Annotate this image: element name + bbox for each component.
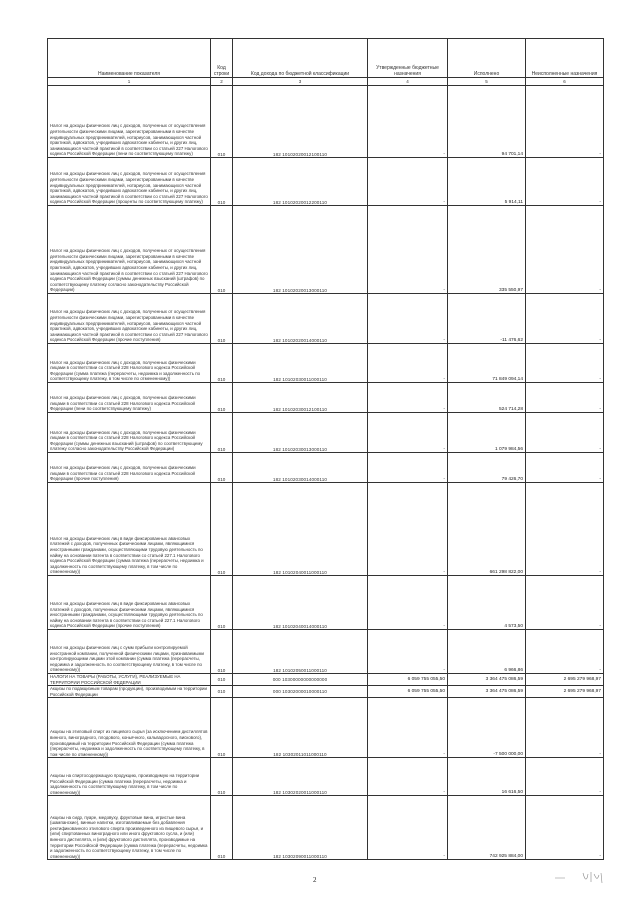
row-executed: -11 476,62 — [448, 294, 526, 344]
row-name: Налог на доходы физических лиц с сумм прибыли контролируемой иностранной компании, полученной физическими лицами, признаваемыми контролирующими лицами этой компании (сумма платежа (перерасчеты, недоимка и задолженность по соответствующему платежу, в том числе по отмененному)) — [48, 630, 211, 674]
row-name: Акцизы по подакцизным товарам (продукции), производимым на территории Российской Федерации — [48, 686, 211, 698]
row-line-code: 010 — [211, 86, 233, 158]
row-name: Налог на доходы физических лиц с доходов, полученных физическими лицами в соответствии со статьей 228 Налогового кодекса Российской Федерации (прочие поступления) — [48, 453, 211, 483]
row-approved: - — [368, 630, 448, 674]
column-number: 3 — [233, 78, 368, 86]
row-unexecuted: - — [526, 453, 604, 483]
header-executed: Исполнено — [448, 39, 526, 78]
row-name: Акцизы на сидр, пуаре, медовуху, фруктовые вина, игристые вина (шампанские), винные напитки, изготавливаемые без добавления ректификованного этилового спирта произведенного из пищевого сырья, и (или) спиртованных виноградного или иного фруктового сусла, и (или) винного дистиллята, и (или) фруктового дистиллята, производимые на территории Российской Федерации (сумма платежа (перерасчеты, недоимка и задолженность по соответствующему платежу, в том числе по отмененному)) — [48, 796, 211, 860]
table-row — [48, 758, 604, 796]
row-unexecuted: - — [526, 383, 604, 413]
row-executed: 1 079 984,56 — [448, 413, 526, 453]
row-unexecuted: - — [526, 576, 604, 630]
row-unexecuted: 2 695 279 968,97 — [526, 686, 604, 698]
row-line-code: 010 — [211, 483, 233, 576]
row-unexecuted: - — [526, 796, 604, 860]
row-unexecuted: - — [526, 86, 604, 158]
column-number: 4 — [368, 78, 448, 86]
table-row — [48, 483, 604, 576]
row-executed: 335 550,97 — [448, 206, 526, 294]
revenue-table — [47, 38, 604, 860]
row-executed: 79 426,70 — [448, 453, 526, 483]
row-revenue-code: 182 10102040014000110 — [233, 576, 368, 630]
column-number: 5 — [448, 78, 526, 86]
row-approved: - — [368, 206, 448, 294]
row-executed: 742 925 884,00 — [448, 796, 526, 860]
table-row — [48, 686, 604, 698]
row-executed: 5 914,11 — [448, 158, 526, 206]
row-approved: - — [368, 758, 448, 796]
table-row — [48, 383, 604, 413]
row-unexecuted: - — [526, 158, 604, 206]
row-unexecuted: - — [526, 344, 604, 383]
row-line-code: 010 — [211, 758, 233, 796]
row-name: Акцизы на этиловый спирт из пищевого сырья (за исключением дистиллятов винного, виноградного, плодового, коньячного, кальвадосного, вискового), производимый на территории Российской Федерации (сумма платежа (перерасчеты, недоимка и задолженность по соответствующему платежу, в том числе по отмененному)) — [48, 698, 211, 758]
row-unexecuted: - — [526, 630, 604, 674]
column-number-row — [48, 78, 604, 86]
row-approved: - — [368, 483, 448, 576]
header-row — [48, 39, 604, 78]
row-line-code: 010 — [211, 294, 233, 344]
row-line-code: 010 — [211, 453, 233, 483]
table-row — [48, 294, 604, 344]
column-number: 1 — [48, 78, 211, 86]
row-line-code: 010 — [211, 413, 233, 453]
table-row — [48, 413, 604, 453]
row-line-code: 010 — [211, 796, 233, 860]
row-revenue-code: 182 10302020011000110 — [233, 758, 368, 796]
row-executed: 6 966,86 — [448, 630, 526, 674]
row-line-code: 010 — [211, 630, 233, 674]
row-executed: 524 714,28 — [448, 383, 526, 413]
row-executed: 661 298 822,00 — [448, 483, 526, 576]
table-row — [48, 576, 604, 630]
row-name: Налог на доходы физических лиц с доходов, полученных от осуществления деятельности физическими лицами, зарегистрированными в качестве индивидуальных предпринимателей, нотариусов, занимающихся частной практикой, адвокатов, учредивших адвокатские кабинеты, и других лиц, занимающихся частной практикой в соответствии со статьей 227 Налогового кодекса Российской Федерации (прочие поступления) — [48, 294, 211, 344]
row-approved: - — [368, 576, 448, 630]
header-unexecuted: Неисполненные назначения — [526, 39, 604, 78]
row-executed: 3 364 475 086,59 — [448, 674, 526, 686]
row-approved: - — [368, 796, 448, 860]
table-row — [48, 796, 604, 860]
header-name: Наименование показателя — [48, 39, 211, 78]
row-name: Налог на доходы физических лиц с доходов, полученных от осуществления деятельности физическими лицами, зарегистрированными в качестве индивидуальных предпринимателей, нотариусов, занимающихся частной практикой, адвокатов, учредивших адвокатские кабинеты, и других лиц, занимающихся частной практикой в соответствии со статьей 227 Налогового кодекса Российской Федерации (проценты по соответствующему платежу) — [48, 158, 211, 206]
row-approved: - — [368, 698, 448, 758]
row-executed: 71 849 094,14 — [448, 344, 526, 383]
row-approved: 6 059 755 055,50 — [368, 686, 448, 698]
row-revenue-code: 182 10102020012200110 — [233, 158, 368, 206]
row-name: Акцизы на спиртосодержащую продукцию, производимую на территории Российской Федерации (сумма платежа (перерасчеты, недоимка и задолженность по соответствующему платежу, в том числе по отмененному)) — [48, 758, 211, 796]
row-line-code: 010 — [211, 576, 233, 630]
header-approved: Утвержденные бюджетные назначения — [368, 39, 448, 78]
row-line-code: 010 — [211, 674, 233, 686]
row-executed: 4 573,50 — [448, 576, 526, 630]
row-unexecuted: 2 695 279 968,97 — [526, 674, 604, 686]
row-revenue-code: 000 10302000010000110 — [233, 686, 368, 698]
row-name: Налог на доходы физических лиц с доходов, полученных физическими лицами в соответствии со статьей 228 Налогового кодекса Российской Федерации (суммы денежных взысканий (штрафов) по соответствующему платежу согласно законодательству Российской Федерации) — [48, 413, 211, 453]
header-revenue-code: Код дохода по бюджетной классификации — [233, 39, 368, 78]
row-executed: 3 364 475 086,59 — [448, 686, 526, 698]
row-name: Налог на доходы физических лиц с доходов, полученных от осуществления деятельности физическими лицами, зарегистрированными в качестве индивидуальных предпринимателей, нотариусов, занимающихся частной практикой, адвокатов, учредивших адвокатские кабинеты, и других лиц, занимающихся частной практикой в соответствии со статьей 227 Налогового кодекса Российской Федерации (пени по соответствующему платежу) — [48, 86, 211, 158]
row-line-code: 010 — [211, 383, 233, 413]
row-unexecuted: - — [526, 758, 604, 796]
row-approved: - — [368, 453, 448, 483]
report-page — [47, 38, 603, 860]
row-approved: - — [368, 294, 448, 344]
row-name: Налог на доходы физических лиц в виде фиксированных авансовых платежей с доходов, полученных физическими лицами, являющимися иностранными гражданами, осуществляющими трудовую деятельность по найму на основании патента в соответствии со статьей 227.1 Налогового кодекса Российской Федерации (прочие поступления) — [48, 576, 211, 630]
row-unexecuted: - — [526, 698, 604, 758]
row-unexecuted: - — [526, 294, 604, 344]
row-line-code: 010 — [211, 344, 233, 383]
row-revenue-code: 182 10102020013000110 — [233, 206, 368, 294]
row-unexecuted: - — [526, 483, 604, 576]
row-name: НАЛОГИ НА ТОВАРЫ (РАБОТЫ, УСЛУГИ), РЕАЛИЗУЕМЫЕ НА ТЕРРИТОРИИ РОССИЙСКОЙ ФЕДЕРАЦИИ — [48, 674, 211, 686]
column-number: 6 — [526, 78, 604, 86]
table-row — [48, 630, 604, 674]
row-approved: - — [368, 158, 448, 206]
row-name: Налог на доходы физических лиц с доходов, полученных физическими лицами в соответствии со статьей 228 Налогового кодекса Российской Федерации (сумма платежа (перерасчеты, недоимка и задолженность по соответствующему платежу, в том числе по отмененному)) — [48, 344, 211, 383]
row-revenue-code: 182 10302011011000110 — [233, 698, 368, 758]
row-approved: - — [368, 413, 448, 453]
table-row — [48, 206, 604, 294]
row-revenue-code: 182 10102050011000110 — [233, 630, 368, 674]
row-revenue-code: 182 10102030011000110 — [233, 344, 368, 383]
row-revenue-code: 182 10102030012100110 — [233, 383, 368, 413]
row-approved: - — [368, 344, 448, 383]
row-revenue-code: 000 10300000000000000 — [233, 674, 368, 686]
page-number: 2 — [313, 876, 317, 884]
row-revenue-code: 182 10102030014000110 — [233, 453, 368, 483]
row-revenue-code: 182 10102020014000110 — [233, 294, 368, 344]
table-row — [48, 674, 604, 686]
row-revenue-code: 182 10102040011000110 — [233, 483, 368, 576]
row-approved: - — [368, 86, 448, 158]
row-line-code: 010 — [211, 158, 233, 206]
row-unexecuted: - — [526, 206, 604, 294]
handwritten-mark — [553, 869, 613, 885]
row-line-code: 010 — [211, 698, 233, 758]
row-revenue-code: 182 10302090011000110 — [233, 796, 368, 860]
table-row — [48, 158, 604, 206]
row-executed: 94 701,14 — [448, 86, 526, 158]
header-line-code: Код строки — [211, 39, 233, 78]
table-row — [48, 453, 604, 483]
row-line-code: 010 — [211, 686, 233, 698]
row-executed: -7 500 000,00 — [448, 698, 526, 758]
row-unexecuted: - — [526, 413, 604, 453]
table-row — [48, 344, 604, 383]
table-row — [48, 86, 604, 158]
column-number: 2 — [211, 78, 233, 86]
row-revenue-code: 182 10102030013000110 — [233, 413, 368, 453]
row-line-code: 010 — [211, 206, 233, 294]
table-row — [48, 698, 604, 758]
row-approved: 6 059 755 055,50 — [368, 674, 448, 686]
row-executed: 16 616,50 — [448, 758, 526, 796]
row-name: Налог на доходы физических лиц с доходов, полученных физическими лицами в соответствии со статьей 228 Налогового кодекса Российской Федерации (пени по соответствующему платежу) — [48, 383, 211, 413]
row-revenue-code: 182 10102020012100110 — [233, 86, 368, 158]
row-name: Налог на доходы физических лиц в виде фиксированных авансовых платежей с доходов, полученных физическими лицами, являющимися иностранными гражданами, осуществляющими трудовую деятельность по найму на основании патента в соответствии со статьей 227.1 Налогового кодекса Российской Федерации (сумма платежа (перерасчеты, недоимка и задолженность по соответствующему платежу, в том числе по отмененному)) — [48, 483, 211, 576]
row-name: Налог на доходы физических лиц с доходов, полученных от осуществления деятельности физическими лицами, зарегистрированными в качестве индивидуальных предпринимателей, нотариусов, занимающихся частной практикой, адвокатов, учредивших адвокатские кабинеты, и других лиц, занимающихся частной практикой в соответствии со статьей 227 Налогового кодекса Российской Федерации (суммы денежных взысканий (штрафов) по соответствующему платежу согласно законодательству Российской Федерации) — [48, 206, 211, 294]
row-approved: - — [368, 383, 448, 413]
